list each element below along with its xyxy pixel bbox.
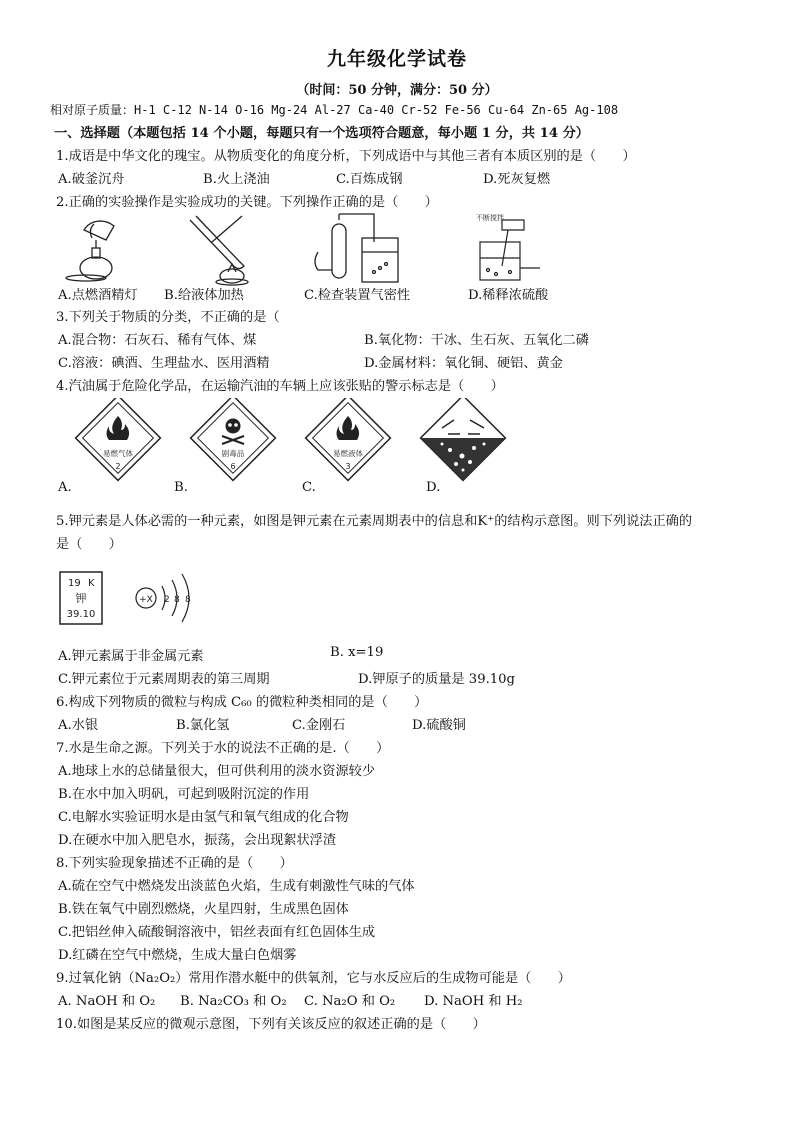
question-5-option-d: D.钾原子的质量是 39.10g — [358, 672, 515, 687]
question-5-figure — [58, 570, 218, 630]
question-8-option-d: D.红磷在空气中燃烧，生成大量白色烟雾 — [58, 948, 297, 963]
sign-b-class: 6 — [230, 462, 236, 471]
question-5-stem-line1: 5.钾元素是人体必需的一种元素，如图是钾元素在元素周期表中的信息和K⁺的结构示意图。则下列说法正确的 — [56, 514, 693, 529]
question-3-option-d: D.金属材料：氧化铜、硬铝、黄金 — [364, 356, 563, 371]
heating-tube-figure — [190, 216, 248, 285]
question-1-option-d: D.死灰复燃 — [483, 172, 551, 187]
atomic-mass-table: 相对原子质量：H-1 C-12 N-14 O-16 Mg-24 Al-27 Ca-40 Cr-52 Fe-56 Cu-64 Zn-65 Ag-108 — [50, 103, 619, 117]
atomic-number: 19 — [68, 578, 81, 589]
sign-a-class: 2 — [115, 462, 121, 471]
nucleus-charge: +X — [139, 595, 153, 605]
question-2-option-a: A.点燃酒精灯 — [58, 288, 138, 303]
question-7-option-a: A.地球上水的总储量很大，但可供利用的淡水资源较少 — [58, 764, 376, 779]
question-9-option-a: A. NaOH 和 O₂ — [58, 994, 156, 1009]
question-1-option-a: A.破釜沉舟 — [58, 172, 125, 187]
shell-3-electrons: 8 — [185, 595, 191, 605]
question-8-stem: 8.下列实验现象描述不正确的是（ ） — [56, 856, 293, 871]
question-7-option-d: D.在硬水中加入肥皂水，振荡，会出现絮状浮渣 — [58, 833, 337, 848]
question-6-stem: 6.构成下列物质的微粒与构成 C₆₀ 的微粒种类相同的是（ ） — [56, 695, 428, 710]
sign-b-label: 剧毒品 — [221, 449, 245, 458]
question-3-stem: 3.下列关于物质的分类，不正确的是（ — [56, 310, 280, 325]
page-title: 九年级化学试卷 — [326, 48, 467, 70]
question-8-option-b: B.铁在氧气中剧烈燃烧，火星四射，生成黑色固体 — [58, 902, 349, 917]
question-6-option-b: B.氯化氢 — [176, 718, 230, 733]
toxic-sign — [191, 398, 276, 480]
flammable-liquid-sign — [306, 398, 391, 480]
question-4-stem: 4.汽油属于危险化学品，在运输汽油的车辆上应该张贴的警示标志是（ ） — [56, 379, 504, 394]
question-1-stem: 1.成语是中华文化的瑰宝。从物质变化的角度分析，下列成语中与其他三者有本质区别的是（ ） — [56, 149, 636, 164]
question-6-option-c: C.金刚石 — [292, 718, 346, 733]
question-3-option-c: C.溶液：碘酒、生理盐水、医用酒精 — [58, 356, 270, 371]
question-4-option-c: C. — [302, 480, 316, 495]
sign-c-class: 3 — [345, 462, 351, 471]
question-7-stem: 7.水是生命之源。下列关于水的说法不正确的是.（ ） — [56, 741, 390, 756]
element-name: 钾 — [75, 592, 87, 605]
section-heading: 一、选择题（本题包括 14 个小题，每题只有一个选项符合题意，每小题 1 分，共 14 分） — [54, 126, 589, 141]
airtightness-figure — [315, 214, 398, 282]
question-8-option-a: A.硫在空气中燃烧发出淡蓝色火焰，生成有刺激性气味的气体 — [58, 879, 415, 894]
corrosive-sign — [421, 398, 506, 480]
flammable-gas-sign — [76, 398, 161, 480]
question-6-option-d: D.硫酸铜 — [412, 718, 466, 733]
sign-c-label: 易燃液体 — [333, 449, 363, 458]
question-5-option-b: B. x=19 — [330, 645, 384, 660]
question-5-option-a: A.钾元素属于非金属元素 — [58, 649, 204, 664]
question-2-option-b: B.给液体加热 — [164, 288, 244, 303]
question-9-stem: 9.过氧化钠（Na₂O₂）常用作潜水艇中的供氧剂，它与水反应后的生成物可能是（ ） — [56, 971, 571, 986]
question-4-option-d: D. — [426, 480, 441, 495]
shell-1-electrons: 2 — [164, 595, 170, 605]
question-7-option-b: B.在水中加入明矾，可起到吸附沉淀的作用 — [58, 787, 310, 802]
atomic-mass: 39.10 — [66, 609, 96, 620]
shell-2-electrons: 8 — [174, 595, 180, 605]
exam-info: （时间：50 分钟，满分：50 分） — [296, 83, 498, 98]
question-1-option-b: B.火上浇油 — [203, 172, 270, 187]
question-3-option-a: A.混合物：石灰石、稀有气体、煤 — [58, 333, 257, 348]
sign-a-label: 易燃气体 — [103, 449, 133, 458]
question-4-option-a: A. — [58, 480, 72, 495]
question-9-option-b: B. Na₂CO₃ 和 O₂ — [180, 994, 287, 1009]
question-9-option-c: C. Na₂O 和 O₂ — [304, 994, 396, 1009]
question-9-option-d: D. NaOH 和 H₂ — [424, 994, 523, 1009]
question-5-stem-line2: 是（ ） — [56, 537, 122, 552]
question-6-option-a: A.水银 — [58, 718, 99, 733]
question-7-option-c: C.电解水实验证明水是由氢气和氧气组成的化合物 — [58, 810, 349, 825]
alcohol-lamp-figure — [66, 221, 114, 281]
element-symbol: K — [88, 578, 95, 589]
dilution-figure — [480, 220, 540, 280]
question-2-stem: 2.正确的实验操作是实验成功的关键。下列操作正确的是（ ） — [56, 195, 438, 210]
question-4-option-b: B. — [174, 480, 188, 495]
question-3-option-b: B.氧化物：干冰、生石灰、五氧化二磷 — [364, 333, 589, 348]
question-2-figures — [62, 212, 562, 288]
periodic-table-cell — [60, 572, 102, 624]
stir-label: 不断搅拌 — [476, 214, 504, 222]
question-2-option-c: C.检查装置气密性 — [304, 288, 411, 303]
question-1-option-c: C.百炼成钢 — [336, 172, 403, 187]
question-8-option-c: C.把铝丝伸入硫酸铜溶液中，铝丝表面有红色固体生成 — [58, 925, 376, 940]
question-10-stem: 10.如图是某反应的微观示意图，下列有关该反应的叙述正确的是（ ） — [56, 1017, 486, 1032]
question-5-option-c: C.钾元素位于元素周期表的第三周期 — [58, 672, 270, 687]
question-2-option-d: D.稀释浓硫酸 — [468, 288, 549, 303]
